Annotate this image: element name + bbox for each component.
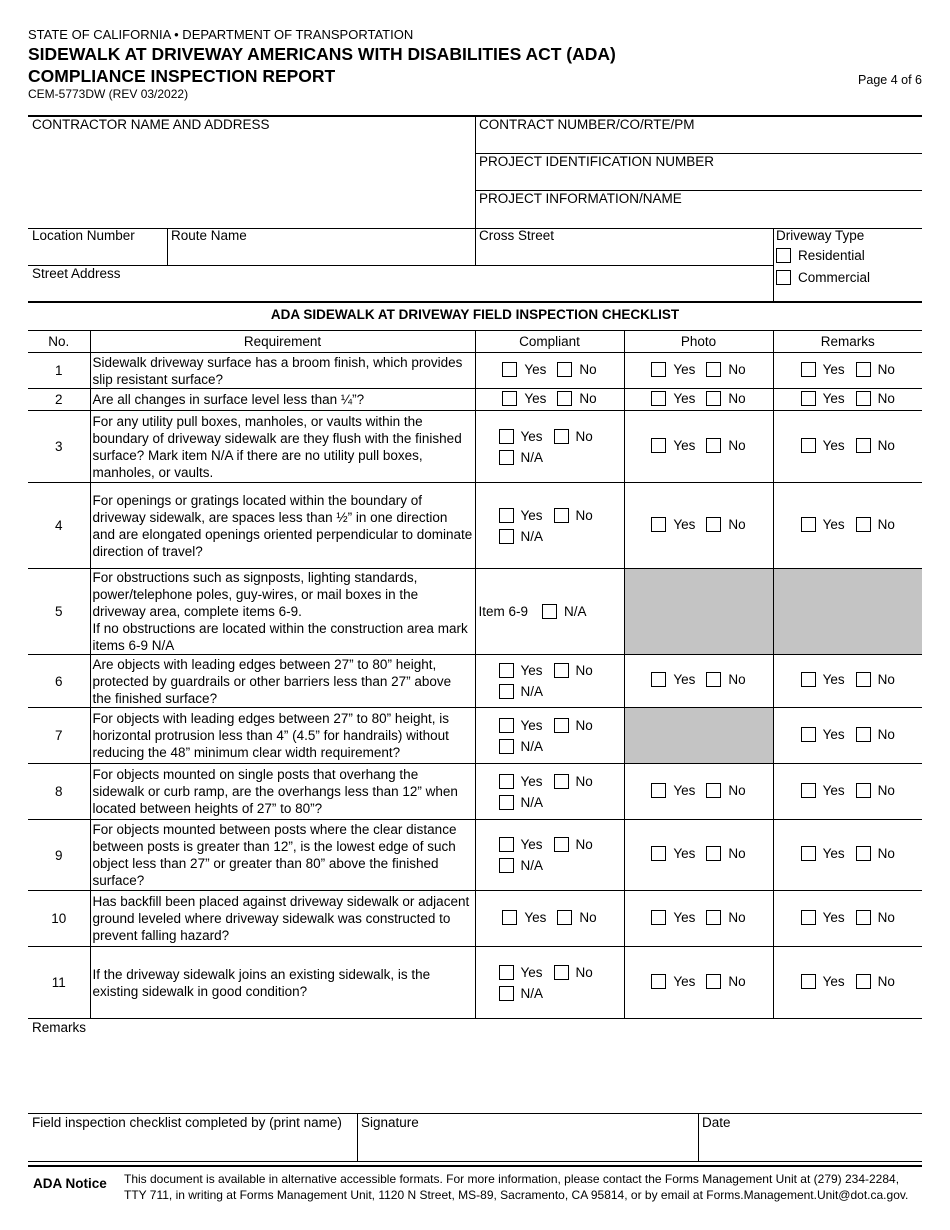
row-number: 7: [28, 708, 90, 764]
col-remarks: Remarks: [773, 331, 922, 353]
checklist-table: [28, 330, 922, 1019]
yes-checkbox[interactable]: [651, 974, 666, 989]
compliant-options[interactable]: Yes No N/A: [478, 508, 622, 544]
contract-number-field[interactable]: CONTRACT NUMBER/CO/RTE/PM: [479, 117, 695, 132]
yes-checkbox[interactable]: [502, 362, 517, 377]
row-number: 3: [28, 411, 90, 483]
no-checkbox[interactable]: [706, 517, 721, 532]
requirement-text: For obstructions such as signposts, lighting standards, power/telephone poles, guy-wires, or mail boxes in the driveway area, complete items 6-9. If no obstructions are located within the construction area mark items 6-9 N/A: [90, 569, 475, 655]
divider: [28, 1161, 922, 1162]
remarks-yes-no[interactable]: Yes No: [801, 783, 895, 798]
yes-checkbox[interactable]: [801, 517, 816, 532]
row-number: 10: [28, 891, 90, 947]
divider: [698, 1113, 699, 1161]
remarks-field[interactable]: Remarks: [32, 1020, 87, 1035]
yes-checkbox[interactable]: [651, 438, 666, 453]
yes-checkbox[interactable]: [502, 910, 517, 925]
yes-checkbox[interactable]: [651, 517, 666, 532]
divider: [28, 265, 773, 266]
ada-notice-text: This document is available in alternative accessible formats. For more information, please contact the Forms Management Unit at (279) 234-2284, TTY 711, in writing at Forms Management Unit, 1120 N Street, MS-89, Sacramento, CA 95814, or by email at Forms.Management.Unit@dot.ca.gov.: [124, 1172, 909, 1202]
yes-checkbox[interactable]: [651, 783, 666, 798]
commercial-option[interactable]: Commercial: [776, 270, 870, 285]
divider: [357, 1113, 358, 1161]
yes-checkbox[interactable]: [801, 391, 816, 406]
na-checkbox[interactable]: [499, 858, 514, 873]
no-checkbox[interactable]: [856, 438, 871, 453]
project-id-field[interactable]: PROJECT IDENTIFICATION NUMBER: [479, 154, 715, 169]
table-header-row: [28, 331, 922, 353]
table-row: [28, 353, 922, 389]
compliant-yes-no[interactable]: Yes No: [502, 362, 596, 377]
no-checkbox[interactable]: [856, 727, 871, 742]
remarks-yes-no[interactable]: Yes No: [801, 517, 895, 532]
residential-checkbox[interactable]: [776, 248, 791, 263]
table-row: [28, 764, 922, 820]
agency-line: STATE OF CALIFORNIA • DEPARTMENT OF TRANSPORTATION: [28, 27, 414, 42]
form-number: CEM-5773DW (REV 03/2022): [28, 87, 189, 101]
date-field[interactable]: Date: [702, 1115, 731, 1130]
na-checkbox[interactable]: [499, 795, 514, 810]
photo-yes-no[interactable]: Yes No: [651, 672, 745, 687]
row-number: 5: [28, 569, 90, 655]
no-checkbox[interactable]: [706, 362, 721, 377]
compliant-options[interactable]: Yes No N/A: [478, 429, 622, 465]
table-row: [28, 411, 922, 483]
yes-checkbox[interactable]: [499, 965, 514, 980]
remarks-yes-no[interactable]: Yes No: [801, 846, 895, 861]
completed-by-field[interactable]: Field inspection checklist completed by (print name): [32, 1115, 342, 1130]
divider: [167, 228, 168, 266]
driveway-type-label: Driveway Type: [776, 228, 865, 243]
no-checkbox[interactable]: [706, 438, 721, 453]
no-checkbox[interactable]: [856, 672, 871, 687]
items-6-9-na[interactable]: Item 6-9 N/A: [478, 604, 587, 619]
na-checkbox[interactable]: [499, 684, 514, 699]
yes-checkbox[interactable]: [499, 774, 514, 789]
requirement-text: For objects mounted between posts where the clear distance between posts is greater than 12”, is the lowest edge of such object less than 27” or greater than 80” above the finished surface?: [90, 820, 475, 891]
table-row: [28, 820, 922, 891]
no-checkbox[interactable]: [856, 783, 871, 798]
yes-checkbox[interactable]: [801, 438, 816, 453]
col-compliant: Compliant: [475, 331, 624, 353]
yes-checkbox[interactable]: [499, 429, 514, 444]
yes-checkbox[interactable]: [651, 846, 666, 861]
no-checkbox[interactable]: [557, 362, 572, 377]
divider: [28, 1113, 922, 1114]
divider: [773, 228, 774, 302]
yes-checkbox[interactable]: [801, 910, 816, 925]
requirement-text: For objects with leading edges between 27” to 80” height, is horizontal protrusion less than 4” (4.5” for handrails) without reducing the 48” minimum clear width requirement?: [90, 708, 475, 764]
no-checkbox[interactable]: [554, 718, 569, 733]
yes-checkbox[interactable]: [651, 910, 666, 925]
yes-checkbox[interactable]: [499, 663, 514, 678]
yes-checkbox[interactable]: [801, 672, 816, 687]
compliant-options[interactable]: Yes No N/A: [478, 663, 622, 699]
yes-checkbox[interactable]: [801, 727, 816, 742]
row-number: 9: [28, 820, 90, 891]
no-checkbox[interactable]: [856, 974, 871, 989]
requirement-text: Are objects with leading edges between 27” to 80” height, protected by guardrails or other barriers less than 27” above the finished surface?: [90, 655, 475, 708]
no-checkbox[interactable]: [706, 672, 721, 687]
commercial-checkbox[interactable]: [776, 270, 791, 285]
remarks-yes-no[interactable]: Yes No: [801, 391, 895, 406]
form-title: [28, 43, 616, 87]
requirement-text: Has backfill been placed against driveway sidewalk or adjacent ground leveled where driveway sidewalk was constructed to prevent falling hazard?: [90, 891, 475, 947]
yes-checkbox[interactable]: [801, 974, 816, 989]
requirement-text: If the driveway sidewalk joins an existing sidewalk, is the existing sidewalk in good condition?: [90, 947, 475, 1019]
compliant-options[interactable]: Yes No N/A: [478, 718, 622, 754]
requirement-text: Sidewalk driveway surface has a broom finish, which provides slip resistant surface?: [90, 353, 475, 389]
remarks-yes-no[interactable]: Yes No: [801, 672, 895, 687]
row-number: 1: [28, 353, 90, 389]
no-checkbox[interactable]: [706, 783, 721, 798]
photo-yes-no[interactable]: Yes No: [651, 910, 745, 925]
yes-checkbox[interactable]: [651, 672, 666, 687]
yes-checkbox[interactable]: [499, 837, 514, 852]
ada-notice-label: ADA Notice: [33, 1176, 107, 1191]
col-no: No.: [28, 331, 90, 353]
compliant-yes-no[interactable]: Yes No: [502, 910, 596, 925]
yes-checkbox[interactable]: [801, 783, 816, 798]
col-photo: Photo: [624, 331, 773, 353]
remarks-yes-no[interactable]: Yes No: [801, 438, 895, 453]
photo-yes-no[interactable]: Yes No: [651, 438, 745, 453]
yes-checkbox[interactable]: [499, 508, 514, 523]
no-checkbox[interactable]: [856, 846, 871, 861]
no-checkbox[interactable]: [706, 974, 721, 989]
shaded-cell: [624, 708, 773, 764]
row-number: 11: [28, 947, 90, 1019]
form-title-line1: SIDEWALK AT DRIVEWAY AMERICANS WITH DISABILITIES ACT (ADA): [28, 44, 616, 64]
photo-yes-no[interactable]: Yes No: [651, 783, 745, 798]
col-requirement: Requirement: [90, 331, 475, 353]
photo-yes-no[interactable]: Yes No: [651, 362, 745, 377]
photo-yes-no[interactable]: Yes No: [651, 846, 745, 861]
row-number: 6: [28, 655, 90, 708]
compliant-options[interactable]: Yes No N/A: [478, 965, 622, 1001]
row-number: 2: [28, 389, 90, 411]
cross-street-field[interactable]: Cross Street: [479, 228, 555, 243]
table-row: [28, 947, 922, 1019]
table-row: [28, 708, 922, 764]
yes-checkbox[interactable]: [502, 391, 517, 406]
na-checkbox[interactable]: [499, 739, 514, 754]
na-checkbox[interactable]: [499, 450, 514, 465]
table-row: [28, 483, 922, 569]
requirement-text: For objects mounted on single posts that overhang the sidewalk or curb ramp, are the overhangs less than 12” when located between heights of 27” to 80”?: [90, 764, 475, 820]
na-checkbox[interactable]: [499, 986, 514, 1001]
remarks-yes-no[interactable]: Yes No: [801, 910, 895, 925]
compliant-options[interactable]: Yes No N/A: [478, 774, 622, 810]
location-number-field[interactable]: Location Number: [32, 228, 135, 243]
no-checkbox[interactable]: [554, 965, 569, 980]
table-row: [28, 569, 922, 655]
no-checkbox[interactable]: [706, 846, 721, 861]
remarks-yes-no[interactable]: Yes No: [801, 974, 895, 989]
yes-checkbox[interactable]: [801, 846, 816, 861]
no-checkbox[interactable]: [856, 391, 871, 406]
table-row: [28, 655, 922, 708]
row-number: 4: [28, 483, 90, 569]
no-checkbox[interactable]: [706, 391, 721, 406]
project-info-field[interactable]: PROJECT INFORMATION/NAME: [479, 191, 682, 206]
contractor-field[interactable]: CONTRACTOR NAME AND ADDRESS: [32, 117, 270, 132]
route-name-field[interactable]: Route Name: [171, 228, 247, 243]
no-checkbox[interactable]: [554, 837, 569, 852]
compliant-options[interactable]: Yes No N/A: [478, 837, 622, 873]
yes-checkbox[interactable]: [801, 362, 816, 377]
shaded-cell: [624, 569, 773, 655]
table-row: [28, 389, 922, 411]
checklist-title: ADA SIDEWALK AT DRIVEWAY FIELD INSPECTION CHECKLIST: [270, 307, 680, 322]
residential-option[interactable]: Residential: [776, 248, 865, 263]
no-checkbox[interactable]: [554, 508, 569, 523]
no-checkbox[interactable]: [554, 774, 569, 789]
na-checkbox[interactable]: [542, 604, 557, 619]
no-checkbox[interactable]: [554, 663, 569, 678]
requirement-text: Are all changes in surface level less than ¼”?: [90, 389, 475, 411]
yes-checkbox[interactable]: [651, 391, 666, 406]
no-checkbox[interactable]: [557, 391, 572, 406]
table-row: [28, 891, 922, 947]
no-checkbox[interactable]: [856, 362, 871, 377]
requirement-text: For openings or gratings located within the boundary of driveway sidewalk, are spaces less than ½” in one direction and are elongated openings oriented perpendicular to dominate direction of travel?: [90, 483, 475, 569]
no-checkbox[interactable]: [856, 910, 871, 925]
street-address-field[interactable]: Street Address: [32, 266, 121, 281]
yes-checkbox[interactable]: [651, 362, 666, 377]
requirement-text: For any utility pull boxes, manholes, or vaults within the boundary of driveway sidewalk are they flush with the finished surface? Mark item N/A if there are no utility pull boxes, manholes, or vaults.: [90, 411, 475, 483]
yes-checkbox[interactable]: [499, 718, 514, 733]
remarks-yes-no[interactable]: Yes No: [801, 362, 895, 377]
remarks-yes-no[interactable]: Yes No: [801, 727, 895, 742]
photo-yes-no[interactable]: Yes No: [651, 517, 745, 532]
no-checkbox[interactable]: [856, 517, 871, 532]
page-number: Page 4 of 6: [858, 73, 922, 87]
divider: [28, 1165, 922, 1167]
na-checkbox[interactable]: [499, 529, 514, 544]
photo-yes-no[interactable]: Yes No: [651, 391, 745, 406]
divider: [28, 301, 922, 303]
no-checkbox[interactable]: [706, 910, 721, 925]
no-checkbox[interactable]: [557, 910, 572, 925]
compliant-yes-no[interactable]: Yes No: [502, 391, 596, 406]
row-number: 8: [28, 764, 90, 820]
no-checkbox[interactable]: [554, 429, 569, 444]
signature-field[interactable]: Signature: [361, 1115, 419, 1130]
divider: [475, 117, 476, 266]
shaded-cell: [773, 569, 922, 655]
form-title-line2: COMPLIANCE INSPECTION REPORT: [28, 66, 336, 86]
photo-yes-no[interactable]: Yes No: [651, 974, 745, 989]
